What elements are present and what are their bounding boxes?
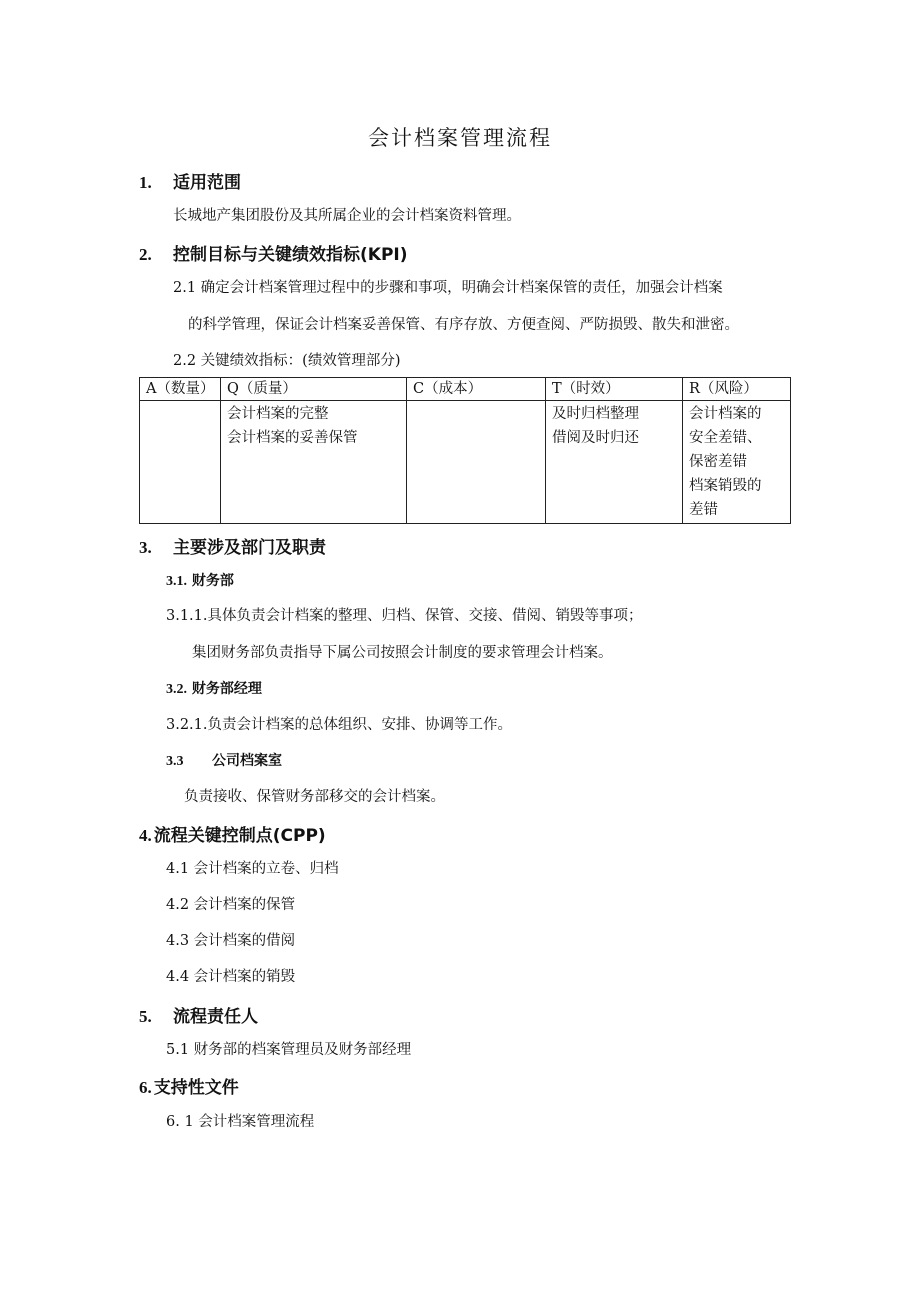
control-point-item: 4.2 会计档案的保管 [166, 897, 296, 913]
kpi-cell-r [683, 401, 791, 524]
kpi-header-q: Q（质量） [221, 378, 407, 401]
section-2-paragraph-line-1: 2.1 确定会计档案管理过程中的步骤和事项，明确会计档案保管的责任，加强会计档案 [173, 280, 723, 296]
kpi-data-row [140, 401, 791, 524]
section-title: 支持性文件 [153, 1078, 239, 1098]
section-number: 2. [139, 245, 152, 264]
subsection-3-3-heading [166, 750, 282, 770]
subsection-title: 公司档案室 [212, 753, 282, 769]
section-number: 4. [139, 826, 152, 845]
control-point-item: 4.1 会计档案的立卷、归档 [166, 861, 339, 877]
kpi-table [139, 377, 791, 524]
section-4-heading [139, 821, 326, 846]
subsection-3-1-line-2: 集团财务部负责指导下属公司按照会计制度的要求管理会计档案。 [192, 645, 613, 661]
section-3-heading [139, 533, 326, 558]
section-1-text: 长城地产集团股份及其所属企业的会计档案资料管理。 [173, 208, 521, 224]
kpi-caption: 2.2 关键绩效指标：(绩效管理部分) [173, 353, 401, 369]
kpi-cell-line: 及时归档整理 [552, 406, 639, 422]
page-title: 会计档案管理流程 [368, 126, 552, 150]
subsection-number: 3.1. [166, 574, 187, 589]
subsection-title: 财务部 [191, 573, 234, 589]
section-title: 控制目标与关键绩效指标(KPI) [173, 245, 408, 265]
kpi-header-row [140, 378, 791, 401]
kpi-cell-line: 安全差错、 [689, 430, 762, 446]
section-2-heading [139, 240, 408, 265]
section-number: 3. [139, 538, 152, 557]
kpi-cell-line: 差错 [689, 502, 718, 518]
kpi-cell-a [140, 401, 221, 524]
subsection-number: 3.3 [166, 754, 184, 769]
kpi-cell-line: 会计档案的完整 [227, 406, 329, 422]
subsection-3-1-line-1: 3.1.1.具体负责会计档案的整理、归档、保管、交接、借阅、销毁等事项； [166, 608, 643, 624]
section-2-paragraph-line-2: 的科学管理，保证会计档案妥善保管、有序存放、方便查阅、严防损毁、散失和泄密。 [188, 317, 739, 333]
subsection-3-2-line-1: 3.2.1.负责会计档案的总体组织、安排、协调等工作。 [166, 717, 513, 733]
section-1-heading [139, 168, 241, 193]
section-number: 6. [139, 1078, 152, 1097]
kpi-cell-c [407, 401, 546, 524]
kpi-cell-line: 会计档案的妥善保管 [227, 430, 358, 446]
control-point-item: 4.4 会计档案的销毁 [166, 969, 296, 985]
subsection-3-2-heading [166, 678, 262, 698]
section-5-heading [139, 1002, 258, 1027]
section-number: 1. [139, 173, 152, 192]
kpi-cell-line: 会计档案的 [689, 406, 762, 422]
kpi-cell-q [221, 401, 407, 524]
subsection-title: 财务部经理 [191, 681, 262, 697]
section-title: 流程关键控制点(CPP) [153, 826, 326, 846]
kpi-cell-line: 借阅及时归还 [552, 430, 639, 446]
section-5-text: 5.1 财务部的档案管理员及财务部经理 [166, 1042, 412, 1058]
control-point-item: 4.3 会计档案的借阅 [166, 933, 296, 949]
section-title: 适用范围 [173, 173, 241, 193]
kpi-header-a: A（数量） [140, 378, 221, 401]
section-number: 5. [139, 1007, 152, 1026]
section-title: 流程责任人 [173, 1007, 258, 1027]
kpi-header-t: T（时效） [546, 378, 683, 401]
subsection-number: 3.2. [166, 682, 187, 697]
section-6-text: 6. 1 会计档案管理流程 [166, 1114, 315, 1130]
section-6-heading [139, 1073, 239, 1098]
section-title: 主要涉及部门及职责 [173, 538, 326, 558]
kpi-cell-line: 档案销毁的 [689, 478, 762, 494]
kpi-cell-line: 保密差错 [689, 454, 747, 470]
kpi-header-r: R（风险） [683, 378, 791, 401]
kpi-header-c: C（成本） [407, 378, 546, 401]
subsection-3-3-line-1: 负责接收、保管财务部移交的会计档案。 [184, 789, 445, 805]
subsection-3-1-heading [166, 570, 234, 590]
kpi-cell-t [546, 401, 683, 524]
